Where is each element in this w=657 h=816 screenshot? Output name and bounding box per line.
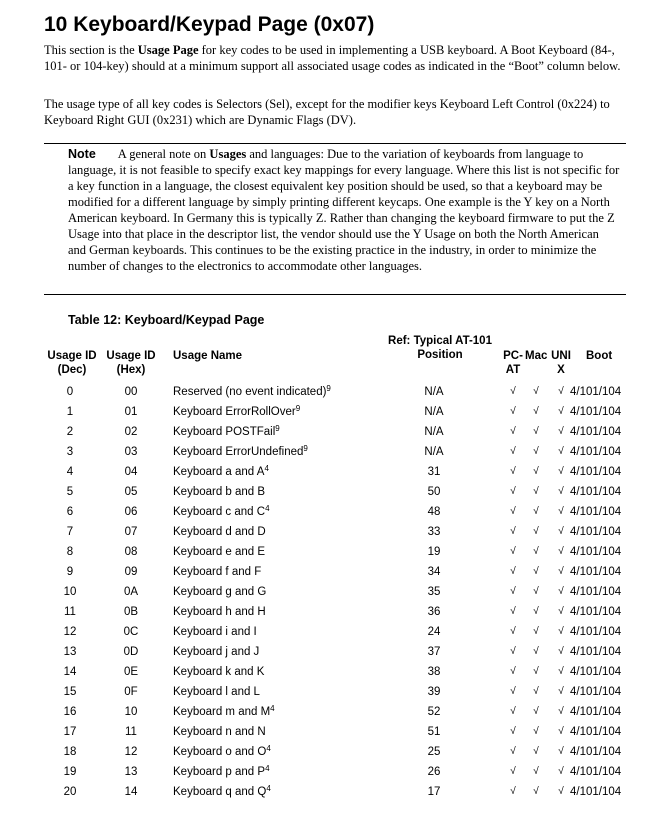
usage-id-dec: 19	[63, 766, 77, 778]
usage-id-dec: 12	[63, 626, 77, 638]
boot-support: 4/101/104	[570, 606, 622, 618]
mac-check: √	[533, 426, 539, 437]
usage-name-cell	[173, 382, 331, 402]
at101-position: N/A	[424, 426, 444, 438]
table-row	[0, 782, 657, 802]
table-row	[0, 602, 657, 622]
usage-id-hex: 0F	[124, 686, 138, 698]
pc-at-check: √	[510, 566, 516, 577]
at101-position: 31	[427, 466, 441, 478]
table-row	[0, 582, 657, 602]
usage-id-dec: 3	[66, 446, 74, 458]
header-boot: Boot	[586, 350, 613, 362]
pc-at-check: √	[510, 426, 516, 437]
at101-position: 38	[427, 666, 441, 678]
boot-support: 4/101/104	[570, 686, 622, 698]
usage-id-hex: 10	[124, 706, 138, 718]
usage-name-cell	[173, 582, 266, 602]
boot-support: 4/101/104	[570, 646, 622, 658]
mac-check: √	[533, 486, 539, 497]
usage-name: Keyboard h and H	[173, 606, 266, 618]
usage-id-dec: 4	[66, 466, 74, 478]
table-row	[0, 402, 657, 422]
usage-id-hex: 09	[124, 566, 138, 578]
table-row	[0, 482, 657, 502]
unix-check: √	[558, 386, 564, 397]
boot-support: 4/101/104	[570, 466, 622, 478]
mac-check: √	[533, 706, 539, 717]
usage-name-cell	[173, 762, 270, 782]
at101-position: 24	[427, 626, 441, 638]
header-hex-line1: Usage ID	[106, 350, 156, 362]
table-row	[0, 462, 657, 482]
footnote-ref: 4	[270, 704, 275, 713]
table-row	[0, 722, 657, 742]
usage-id-hex: 01	[124, 406, 138, 418]
usage-name: Keyboard j and J	[173, 646, 260, 658]
at101-position: 48	[427, 506, 441, 518]
at101-position: 51	[427, 726, 441, 738]
usage-name-cell	[173, 702, 275, 722]
header-mac: Mac	[525, 350, 548, 362]
table-row	[0, 662, 657, 682]
note-top-rule	[44, 143, 626, 144]
footnote-ref: 4	[265, 504, 270, 513]
usage-name: Keyboard ErrorUndefined	[173, 446, 304, 458]
unix-check: √	[558, 446, 564, 457]
table-caption: Table 12: Keyboard/Keypad Page	[68, 313, 265, 327]
header-pc-at	[502, 349, 524, 377]
usage-id-hex: 04	[124, 466, 138, 478]
usage-name: Keyboard p and P	[173, 766, 266, 778]
boot-support: 4/101/104	[570, 726, 622, 738]
usage-name-cell	[173, 442, 308, 462]
mac-check: √	[533, 606, 539, 617]
footnote-ref: 4	[266, 744, 271, 753]
table-row	[0, 542, 657, 562]
unix-check: √	[558, 706, 564, 717]
mac-check: √	[533, 766, 539, 777]
mac-check: √	[533, 686, 539, 697]
usage-name: Keyboard ErrorRollOver	[173, 406, 296, 418]
boot-support: 4/101/104	[570, 386, 622, 398]
table-row	[0, 682, 657, 702]
usage-name: Keyboard e and E	[173, 546, 266, 558]
usage-id-dec: 7	[66, 526, 74, 538]
pc-at-check: √	[510, 546, 516, 557]
boot-support: 4/101/104	[570, 706, 622, 718]
pc-at-check: √	[510, 686, 516, 697]
footnote-ref: 9	[326, 384, 331, 393]
usage-id-dec: 5	[66, 486, 74, 498]
at101-position: 36	[427, 606, 441, 618]
boot-support: 4/101/104	[570, 406, 622, 418]
note-bottom-rule	[44, 294, 626, 295]
table-row	[0, 422, 657, 442]
footnote-ref: 9	[303, 444, 308, 453]
usage-id-hex: 05	[124, 486, 138, 498]
section-title: 10 Keyboard/Keypad Page (0x07)	[44, 13, 375, 36]
at101-position: 33	[427, 526, 441, 538]
usage-name-cell	[173, 602, 266, 622]
usage-id-hex: 11	[125, 726, 137, 738]
intro-emphasis: Usage Page	[137, 43, 199, 57]
usage-id-hex: 03	[124, 446, 138, 458]
header-dec-line1: Usage ID	[47, 350, 97, 362]
usage-id-hex: 07	[124, 526, 138, 538]
note-emphasis: Usages	[209, 147, 247, 161]
usage-type-paragraph: The usage type of all key codes is Selectors (Sel), except for the modifier keys Keyboard Left Control (0x224) to Keyboard Right GUI (0x231) which are Dynamic Flags (DV).	[44, 97, 610, 127]
header-dec-line2: (Dec)	[57, 364, 87, 376]
usage-id-dec: 14	[63, 666, 77, 678]
usage-name-cell	[173, 462, 269, 482]
table-row	[0, 642, 657, 662]
table-row	[0, 382, 657, 402]
footnote-ref: 4	[264, 464, 269, 473]
boot-support: 4/101/104	[570, 506, 622, 518]
table-row	[0, 562, 657, 582]
usage-name-cell	[173, 742, 271, 762]
at101-position: 52	[427, 706, 441, 718]
pc-at-check: √	[510, 406, 516, 417]
usage-id-dec: 10	[63, 586, 77, 598]
pc-at-check: √	[510, 746, 516, 757]
pc-at-check: √	[510, 506, 516, 517]
boot-support: 4/101/104	[570, 746, 622, 758]
mac-check: √	[533, 586, 539, 597]
mac-check: √	[533, 746, 539, 757]
mac-check: √	[533, 446, 539, 457]
pc-at-check: √	[510, 606, 516, 617]
pc-at-check: √	[510, 706, 516, 717]
boot-support: 4/101/104	[570, 426, 622, 438]
at101-position: 34	[427, 566, 441, 578]
usage-name: Keyboard b and B	[173, 486, 266, 498]
footnote-ref: 4	[265, 764, 270, 773]
boot-support: 4/101/104	[570, 546, 622, 558]
usage-name-cell	[173, 622, 257, 642]
at101-position: 17	[427, 786, 441, 798]
usage-name-cell	[173, 682, 260, 702]
unix-check: √	[558, 606, 564, 617]
usage-id-hex: 0D	[123, 646, 139, 658]
usage-id-hex: 14	[124, 786, 138, 798]
usage-name: Keyboard n and N	[173, 726, 266, 738]
unix-check: √	[558, 786, 564, 797]
footnote-ref: 9	[295, 404, 301, 413]
pc-at-check: √	[510, 726, 516, 737]
at101-position: N/A	[424, 446, 444, 458]
unix-check: √	[558, 746, 564, 757]
unix-check: √	[558, 566, 564, 577]
usage-id-dec: 1	[66, 406, 74, 418]
unix-check: √	[558, 426, 564, 437]
unix-check: √	[558, 646, 564, 657]
usage-name: Keyboard POSTFail	[173, 426, 276, 438]
unix-check: √	[558, 666, 564, 677]
mac-check: √	[533, 646, 539, 657]
unix-check: √	[558, 506, 564, 517]
intro-paragraph	[44, 42, 630, 74]
usage-id-dec: 8	[66, 546, 74, 558]
usage-name: Keyboard l and L	[173, 686, 260, 698]
at101-position: 26	[427, 766, 441, 778]
unix-check: √	[558, 466, 564, 477]
usage-name-cell	[173, 482, 265, 502]
at101-position: 50	[427, 486, 441, 498]
mac-check: √	[533, 786, 539, 797]
header-pcat-line2: AT	[505, 364, 521, 376]
unix-check: √	[558, 526, 564, 537]
unix-check: √	[558, 726, 564, 737]
usage-name-cell	[173, 402, 300, 422]
usage-id-hex: 0C	[123, 626, 139, 638]
mac-check: √	[533, 386, 539, 397]
at101-position: 25	[427, 746, 441, 758]
usage-id-hex: 02	[124, 426, 138, 438]
pc-at-check: √	[510, 766, 516, 777]
header-pcat-line1: PC-	[503, 350, 523, 362]
unix-check: √	[558, 406, 564, 417]
pc-at-check: √	[510, 626, 516, 637]
intro-text-rest: for key codes to be used in implementing a USB keyboard. A Boot Keyboard (84-, 101- or 104-key) should at a minimum support all associated usage codes as indicated in the “Boot” column below.	[44, 43, 621, 73]
header-unix-line2: X	[557, 364, 565, 376]
unix-check: √	[558, 486, 564, 497]
usage-name-cell	[173, 642, 259, 662]
note-text: A general note on	[117, 147, 210, 161]
pc-at-check: √	[510, 666, 516, 677]
pc-at-check: √	[510, 786, 516, 797]
usage-id-hex: 06	[124, 506, 138, 518]
mac-check: √	[533, 626, 539, 637]
header-usage-name: Usage Name	[173, 350, 243, 362]
unix-check: √	[558, 686, 564, 697]
usage-name-cell	[173, 662, 264, 682]
usage-name-cell	[173, 502, 270, 522]
at101-position: N/A	[424, 386, 444, 398]
usage-name: Keyboard c and C	[173, 506, 266, 518]
usage-name: Keyboard m and M	[173, 706, 271, 718]
mac-check: √	[533, 406, 539, 417]
boot-support: 4/101/104	[570, 486, 622, 498]
header-ref-line1: Ref: Typical AT-101	[388, 335, 492, 347]
usage-id-dec: 16	[63, 706, 77, 718]
pc-at-check: √	[510, 446, 516, 457]
boot-support: 4/101/104	[570, 586, 622, 598]
table-row	[0, 442, 657, 462]
boot-support: 4/101/104	[570, 446, 622, 458]
boot-support: 4/101/104	[570, 666, 622, 678]
mac-check: √	[533, 726, 539, 737]
usage-id-dec: 13	[63, 646, 77, 658]
usage-id-hex: 00	[124, 386, 138, 398]
pc-at-check: √	[510, 526, 516, 537]
usage-id-dec: 2	[66, 426, 74, 438]
usage-name: Keyboard a and A	[173, 466, 265, 478]
usage-id-dec: 6	[66, 506, 74, 518]
usage-id-hex: 13	[124, 766, 138, 778]
usage-name: Keyboard k and K	[173, 666, 265, 678]
usage-name: Reserved (no event indicated)	[173, 386, 327, 398]
usage-name-cell	[173, 562, 261, 582]
usage-id-hex: 0A	[123, 586, 139, 598]
header-usage-id-dec	[44, 349, 100, 377]
usage-id-dec: 20	[63, 786, 77, 798]
boot-support: 4/101/104	[570, 526, 622, 538]
pc-at-check: √	[510, 486, 516, 497]
usage-name: Keyboard f and F	[173, 566, 262, 578]
header-unix-line1: UNI	[551, 350, 571, 362]
usage-name-cell	[173, 722, 266, 742]
usage-name: Keyboard d and D	[173, 526, 266, 538]
boot-support: 4/101/104	[570, 786, 622, 798]
usage-id-dec: 15	[63, 686, 77, 698]
usage-id-dec: 17	[63, 726, 77, 738]
header-hex-line2: (Hex)	[116, 364, 146, 376]
mac-check: √	[533, 546, 539, 557]
boot-support: 4/101/104	[570, 626, 622, 638]
at101-position: 35	[427, 586, 441, 598]
intro-text: This section is the	[44, 43, 138, 57]
table-row	[0, 702, 657, 722]
header-ref-position	[380, 334, 500, 362]
usage-id-dec: 9	[66, 566, 74, 578]
header-unix	[550, 349, 572, 377]
pc-at-check: √	[510, 466, 516, 477]
note-block	[68, 146, 620, 274]
footnote-ref: 4	[266, 784, 271, 793]
table-row	[0, 622, 657, 642]
header-ref-line2: Position	[417, 349, 463, 361]
usage-id-dec: 0	[66, 386, 74, 398]
boot-support: 4/101/104	[570, 766, 622, 778]
usage-name: Keyboard i and I	[173, 626, 257, 638]
mac-check: √	[533, 566, 539, 577]
usage-id-hex: 08	[124, 546, 138, 558]
table-row	[0, 522, 657, 542]
usage-name-cell	[173, 542, 265, 562]
unix-check: √	[558, 546, 564, 557]
unix-check: √	[558, 586, 564, 597]
note-label: Note	[68, 147, 96, 161]
usage-name: Keyboard o and O	[173, 746, 267, 758]
usage-name: Keyboard g and G	[173, 586, 267, 598]
mac-check: √	[533, 506, 539, 517]
usage-id-dec: 11	[64, 606, 76, 618]
at101-position: 19	[427, 546, 441, 558]
footnote-ref: 9	[275, 424, 280, 433]
usage-name-cell	[173, 522, 266, 542]
note-text-rest: and languages: Due to the variation of keyboards from language to language, it is not feasible to specify exact key mappings for every language. Where this list is not specific for a key function in a language, the closest equivalent key position should be used, so that a keyboard may be modified for a different language by simply printing different keycaps. One example is the Y key on a North American keyboard. In Germany this is typically Z. Rather than changing the keyboard firmware to put the Z Usage into that place in the descriptor list, the vendor should use the Y Usage on both the North American and German keyboards. This continues to be the existing practice in the industry, in order to minimize the number of changes to the electronics to accommodate other languages.	[68, 147, 620, 273]
usage-id-hex: 0B	[123, 606, 139, 618]
unix-check: √	[558, 766, 564, 777]
usage-id-dec: 18	[63, 746, 77, 758]
mac-check: √	[533, 526, 539, 537]
usage-name-cell	[173, 422, 280, 442]
pc-at-check: √	[510, 586, 516, 597]
unix-check: √	[558, 626, 564, 637]
pc-at-check: √	[510, 646, 516, 657]
at101-position: N/A	[424, 406, 444, 418]
table-row	[0, 742, 657, 762]
boot-support: 4/101/104	[570, 566, 622, 578]
usage-name-cell	[173, 782, 271, 802]
usage-id-hex: 12	[124, 746, 138, 758]
table-row	[0, 502, 657, 522]
at101-position: 37	[427, 646, 441, 658]
table-row	[0, 762, 657, 782]
mac-check: √	[533, 466, 539, 477]
at101-position: 39	[427, 686, 441, 698]
header-usage-id-hex	[103, 349, 159, 377]
usage-name: Keyboard q and Q	[173, 786, 267, 798]
pc-at-check: √	[510, 386, 516, 397]
usage-id-hex: 0E	[123, 666, 139, 678]
mac-check: √	[533, 666, 539, 677]
